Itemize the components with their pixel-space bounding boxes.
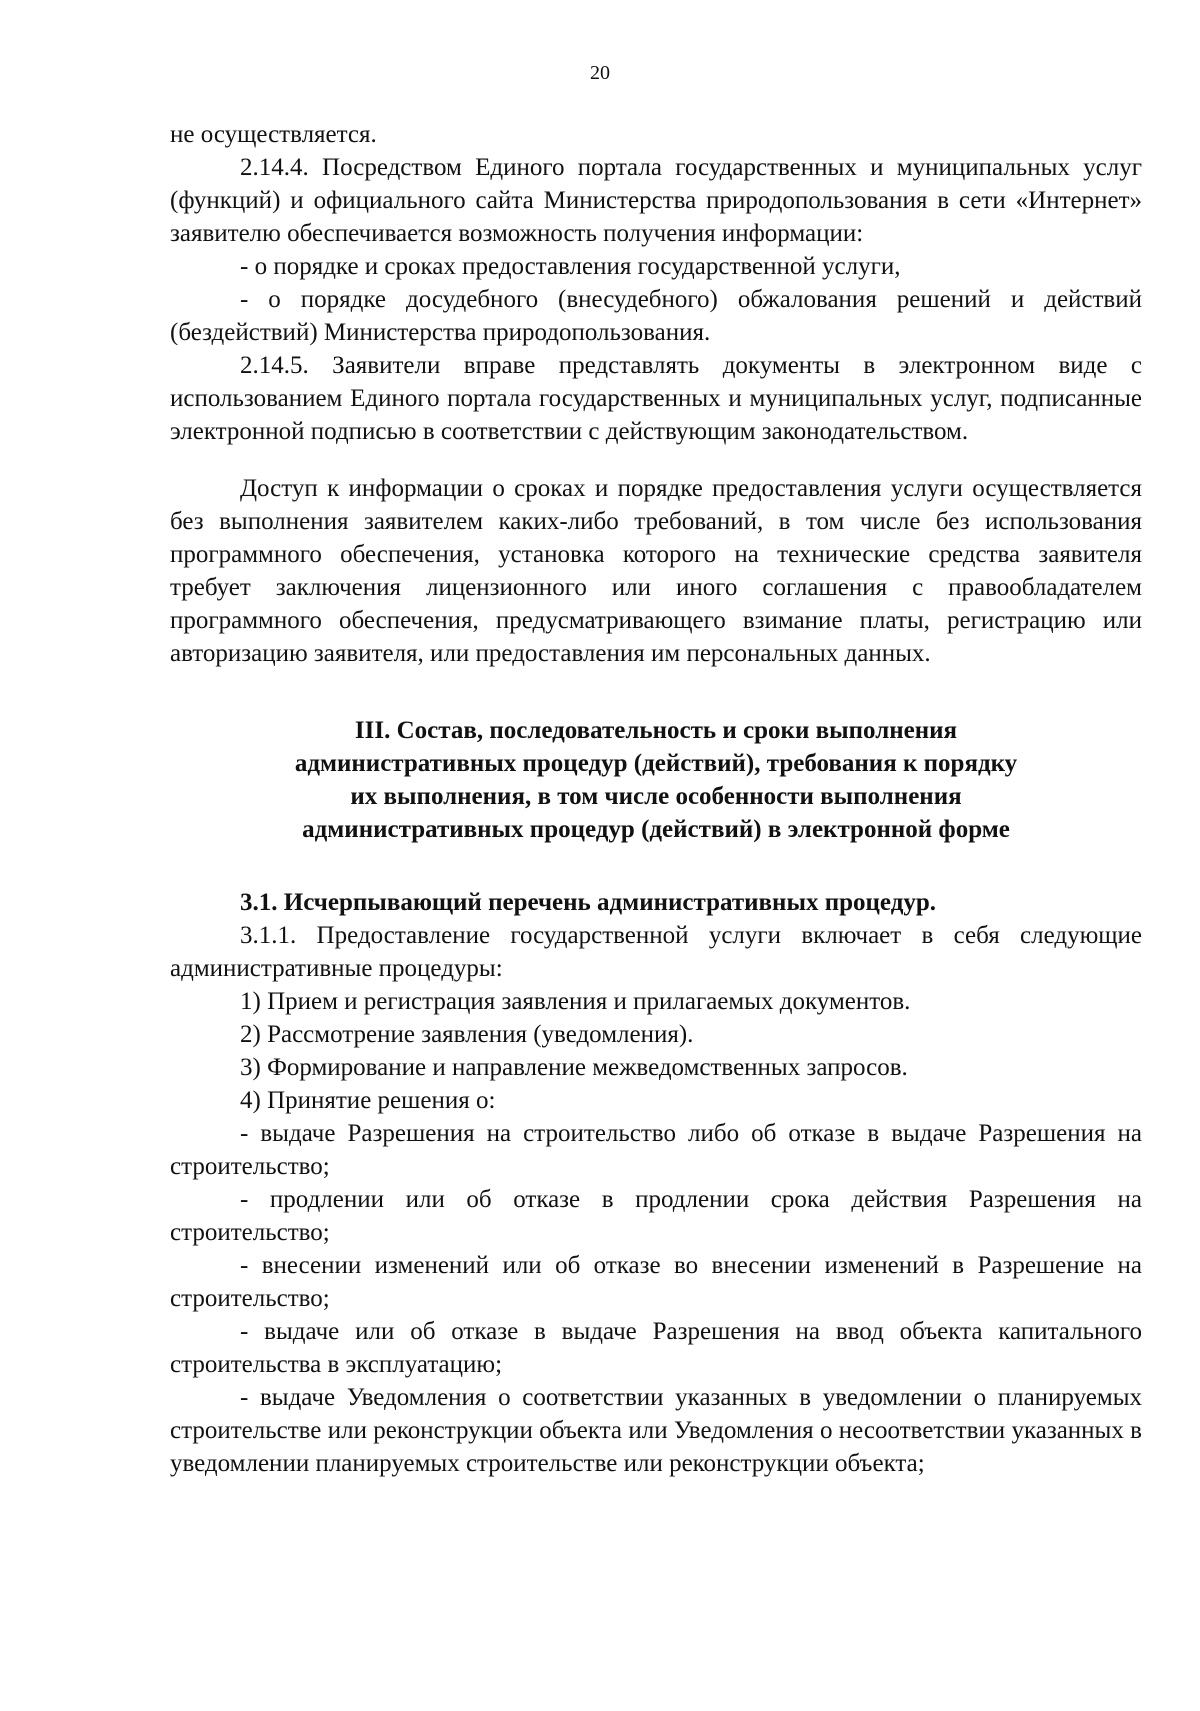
subsection-heading: 3.1. Исчерпывающий перечень административных процедур. — [240, 889, 936, 916]
spacer — [170, 448, 1142, 472]
decision-item: - продлении или об отказе в продлении срока действия Разрешения на строительство; — [170, 1186, 1142, 1246]
spacer — [170, 670, 1142, 714]
paragraph: - о порядке досудебного (внесудебного) обжалования решений и действий (бездействий) Министерства природопользования. — [170, 286, 1142, 346]
access-paragraph: Доступ к информации о сроках и порядке предоставления услуги осуществляется без выполнения заявителем каких-либо требований, в том числе без использования программного обеспечения, установка которого на технические средства заявителя требует заключения лицензионного или иного соглашения с правообладателем программного обеспечения, предусматривающего взимание платы, регистрацию или авторизацию заявителя, или предоставления им персональных данных. — [170, 475, 1142, 667]
procedure-item: 1) Прием и регистрация заявления и прилагаемых документов. — [240, 988, 911, 1015]
procedure-item: 2) Рассмотрение заявления (уведомления). — [240, 1021, 694, 1048]
section-heading-line: III. Состав, последовательность и сроки выполнения — [354, 717, 958, 744]
spacer — [170, 846, 1142, 886]
paragraph: - о порядке и сроках предоставления государственной услуги, — [240, 253, 901, 280]
section-heading-line: их выполнения, в том числе особенности выполнения — [350, 783, 962, 810]
decision-item: - выдаче или об отказе в выдаче Разрешения на ввод объекта капитального строительства в эксплуатацию; — [170, 1318, 1142, 1378]
subsection-intro: 3.1.1. Предоставление государственной услуги включает в себя следующие административные процедуры: — [170, 922, 1142, 982]
procedure-item: 4) Принятие решения о: — [240, 1087, 496, 1114]
procedure-item: 3) Формирование и направление межведомственных запросов. — [240, 1054, 908, 1081]
document-body — [170, 118, 1142, 1480]
section-heading-line: административных процедур (действий) в электронной форме — [302, 816, 1010, 843]
decision-item: - выдаче Уведомления о соответствии указанных в уведомлении о планируемых строительстве или реконструкции объекта или Уведомления о несоответствии указанных в уведомлении планируемых строительстве или реконструкции объекта; — [170, 1384, 1142, 1477]
paragraph: 2.14.5. Заявители вправе представлять документы в электронном виде с использованием Единого портала государственных и муниципальных услуг, подписанные электронной подписью в соответствии с действующим законодательством. — [170, 352, 1142, 445]
decision-item: - внесении изменений или об отказе во внесении изменений в Разрешение на строительство; — [170, 1252, 1142, 1312]
decision-item: - выдаче Разрешения на строительство либо об отказе в выдаче Разрешения на строительство; — [170, 1120, 1142, 1180]
section-heading — [170, 714, 1142, 846]
section-heading-line: административных процедур (действий), требования к порядку — [294, 750, 1018, 777]
page-number: 20 — [590, 62, 610, 84]
paragraph: 2.14.4. Посредством Единого портала государственных и муниципальных услуг (функций) и официального сайта Министерства природопользования в сети «Интернет» заявителю обеспечивается возможность получения информации: — [170, 154, 1142, 247]
paragraph: не осуществляется. — [170, 121, 377, 148]
